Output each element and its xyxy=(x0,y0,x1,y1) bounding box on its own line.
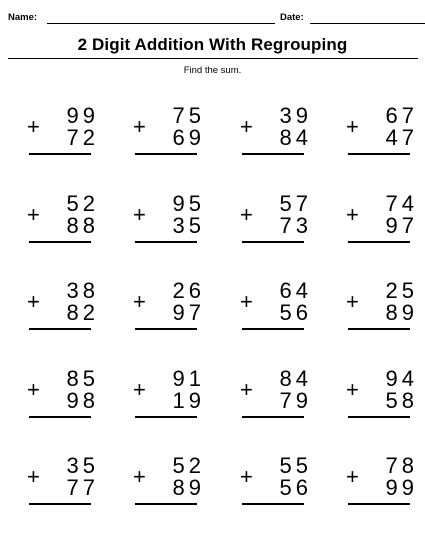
addend-top: 35 xyxy=(66,453,99,478)
addition-problem xyxy=(27,453,117,523)
answer-line[interactable] xyxy=(29,241,91,243)
addend-bottom: 98 xyxy=(66,388,99,413)
addend-top: 78 xyxy=(385,453,418,478)
addend-bottom: 89 xyxy=(385,300,418,325)
addition-problem xyxy=(133,103,223,173)
addend-top: 57 xyxy=(279,191,312,216)
addend-bottom: 77 xyxy=(66,475,99,500)
answer-line[interactable] xyxy=(242,328,304,330)
addition-problem xyxy=(240,191,330,261)
worksheet-title: 2 Digit Addition With Regrouping xyxy=(77,35,348,54)
addition-problem xyxy=(346,278,425,348)
plus-sign: + xyxy=(346,289,359,314)
addition-problem xyxy=(240,103,330,173)
addend-bottom: 89 xyxy=(172,475,205,500)
addend-top: 75 xyxy=(172,103,205,128)
addition-problem xyxy=(133,278,223,348)
addend-top: 64 xyxy=(279,278,312,303)
addend-bottom: 47 xyxy=(385,125,418,150)
addend-top: 38 xyxy=(66,278,99,303)
addend-bottom: 79 xyxy=(279,388,312,413)
plus-sign: + xyxy=(27,289,40,314)
addend-top: 25 xyxy=(385,278,418,303)
plus-sign: + xyxy=(27,377,40,402)
plus-sign: + xyxy=(133,202,146,227)
answer-line[interactable] xyxy=(29,328,91,330)
addition-problem xyxy=(27,191,117,261)
date-label: Date: xyxy=(280,12,304,23)
plus-sign: + xyxy=(133,114,146,139)
plus-sign: + xyxy=(240,464,253,489)
addend-bottom: 58 xyxy=(385,388,418,413)
addend-bottom: 88 xyxy=(66,213,99,238)
answer-line[interactable] xyxy=(135,153,197,155)
answer-line[interactable] xyxy=(242,416,304,418)
addition-problem xyxy=(133,453,223,523)
answer-line[interactable] xyxy=(29,153,91,155)
plus-sign: + xyxy=(346,202,359,227)
addend-top: 52 xyxy=(66,191,99,216)
plus-sign: + xyxy=(346,464,359,489)
addend-top: 26 xyxy=(172,278,205,303)
name-label: Name: xyxy=(8,12,38,23)
addend-bottom: 56 xyxy=(279,475,312,500)
addition-problem xyxy=(240,278,330,348)
addend-bottom: 35 xyxy=(172,213,205,238)
addend-bottom: 72 xyxy=(66,125,99,150)
plus-sign: + xyxy=(133,377,146,402)
answer-line[interactable] xyxy=(348,416,410,418)
addend-bottom: 82 xyxy=(66,300,99,325)
answer-line[interactable] xyxy=(135,416,197,418)
addend-top: 52 xyxy=(172,453,205,478)
answer-line[interactable] xyxy=(348,328,410,330)
addend-bottom: 84 xyxy=(279,125,312,150)
plus-sign: + xyxy=(240,202,253,227)
addend-top: 99 xyxy=(66,103,99,128)
answer-line[interactable] xyxy=(242,241,304,243)
addition-problem xyxy=(133,366,223,436)
plus-sign: + xyxy=(27,464,40,489)
answer-line[interactable] xyxy=(348,241,410,243)
plus-sign: + xyxy=(27,202,40,227)
addition-problem xyxy=(27,366,117,436)
answer-line[interactable] xyxy=(135,328,197,330)
addition-problem xyxy=(133,191,223,261)
answer-line[interactable] xyxy=(29,416,91,418)
addend-top: 67 xyxy=(385,103,418,128)
answer-line[interactable] xyxy=(348,153,410,155)
addend-top: 74 xyxy=(385,191,418,216)
addend-bottom: 19 xyxy=(172,388,205,413)
addition-problem xyxy=(346,103,425,173)
addend-bottom: 97 xyxy=(385,213,418,238)
addition-problem xyxy=(27,278,117,348)
addend-bottom: 69 xyxy=(172,125,205,150)
plus-sign: + xyxy=(27,114,40,139)
addend-top: 84 xyxy=(279,366,312,391)
answer-line[interactable] xyxy=(135,503,197,505)
answer-line[interactable] xyxy=(29,503,91,505)
answer-line[interactable] xyxy=(135,241,197,243)
plus-sign: + xyxy=(240,377,253,402)
addend-bottom: 97 xyxy=(172,300,205,325)
addend-top: 85 xyxy=(66,366,99,391)
addend-top: 94 xyxy=(385,366,418,391)
addend-bottom: 99 xyxy=(385,475,418,500)
addition-problem xyxy=(346,191,425,261)
addend-bottom: 73 xyxy=(279,213,312,238)
addition-problem xyxy=(240,453,330,523)
plus-sign: + xyxy=(133,464,146,489)
plus-sign: + xyxy=(346,377,359,402)
answer-line[interactable] xyxy=(242,503,304,505)
addend-top: 55 xyxy=(279,453,312,478)
plus-sign: + xyxy=(240,289,253,314)
plus-sign: + xyxy=(346,114,359,139)
addend-bottom: 56 xyxy=(279,300,312,325)
answer-line[interactable] xyxy=(348,503,410,505)
addition-problem xyxy=(240,366,330,436)
instructions: Find the sum. xyxy=(183,65,242,76)
plus-sign: + xyxy=(133,289,146,314)
plus-sign: + xyxy=(240,114,253,139)
addend-top: 39 xyxy=(279,103,312,128)
addition-problem xyxy=(346,453,425,523)
addition-problem xyxy=(346,366,425,436)
answer-line[interactable] xyxy=(242,153,304,155)
addend-top: 91 xyxy=(172,366,205,391)
addend-top: 95 xyxy=(172,191,205,216)
addition-problem xyxy=(27,103,117,173)
